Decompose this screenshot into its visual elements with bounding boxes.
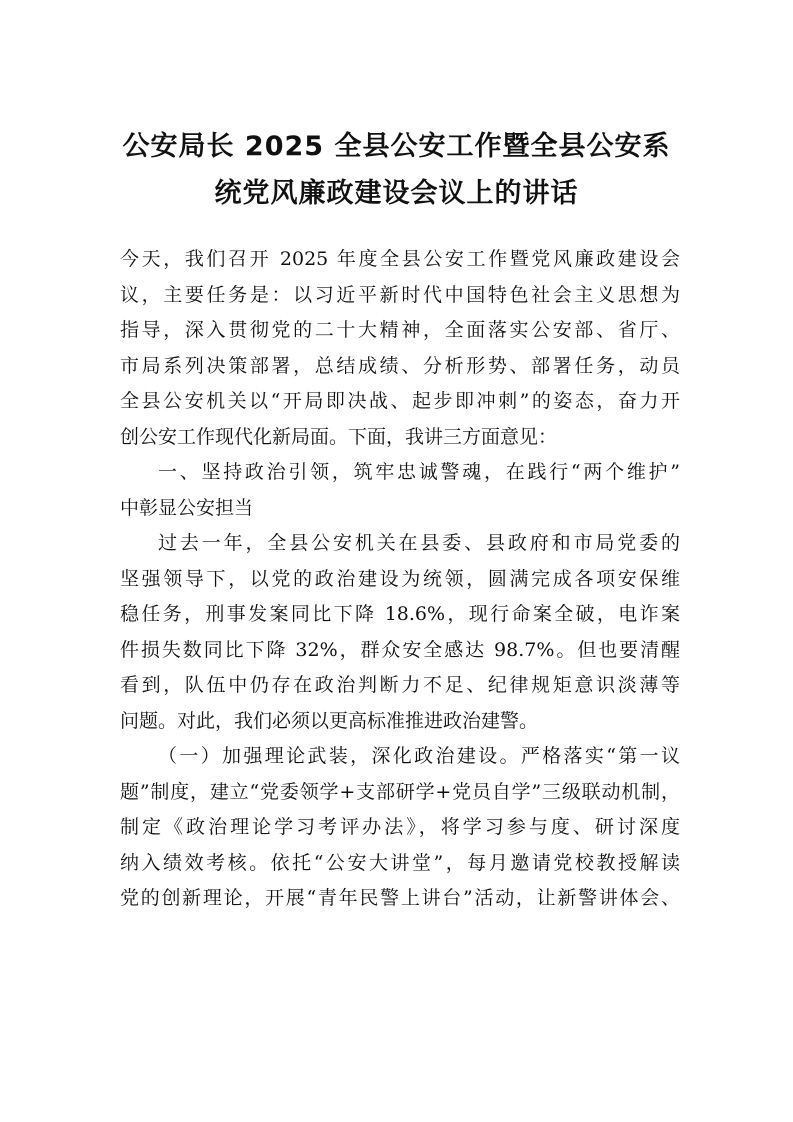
text-line: 制定《政治理论学习考评办法》，将学习参与度、研讨深度 (120, 816, 680, 838)
text-line: 过去一年，全县公安机关在县委、县政府和市局党委的 (158, 532, 680, 554)
text-line: 指导，深入贯彻党的二十大精神，全面落实公安部、省厅、 (120, 319, 680, 341)
text-line: 件损失数同比下降 32%，群众安全感达 98.7%。但也要清醒 (120, 638, 680, 661)
paragraph-intro (120, 242, 680, 455)
text-line: 看到，队伍中仍存在政治判断力不足、纪律规矩意识淡薄等 (120, 674, 680, 696)
document-title (100, 123, 693, 217)
paragraph-review (120, 526, 680, 739)
document-body (120, 242, 680, 917)
text-line: 问题。对此，我们必须以更高标准推进政治建警。 (120, 709, 539, 732)
text-line: 坚强领导下，以党的政治建设为统领，圆满完成各项安保维 (120, 567, 680, 590)
text-line: 市局系列决策部署，总结成绩、分析形势、部署任务，动员 (120, 354, 680, 377)
text-line: 创公安工作现代化新局面。下面，我讲三方面意见： (120, 425, 558, 448)
heading-line: 一、坚持政治引领，筑牢忠诚警魂，在践行“两个维护” (158, 461, 680, 483)
text-line: 纳入绩效考核。依托“公安大讲堂”，每月邀请党校教授解读 (120, 851, 680, 874)
text-line: 全县公安机关以“开局即决战、起步即冲刺”的姿态，奋力开 (120, 390, 680, 412)
text-line: 今天，我们召开 2025 年度全县公安工作暨党风廉政建设会 (120, 248, 680, 270)
title-line-1: 公安局长 2025 全县公安工作暨全县公安系 (122, 131, 671, 162)
text-line: 题”制度，建立“党委领学+支部研学+党员自学”三级联动机制， (120, 780, 680, 803)
section-heading-1 (120, 455, 680, 526)
text-line: 稳任务，刑事发案同比下降 18.6%，现行命案全破，电诈案 (120, 603, 680, 625)
text-line: 议，主要任务是：以习近平新时代中国特色社会主义思想为 (120, 283, 680, 306)
title-line-2: 统党风廉政建设会议上的讲话 (214, 178, 579, 209)
paragraph-subsection-1 (120, 739, 680, 917)
text-line: （一）加强理论武装，深化政治建设。严格落实“第一议 (158, 745, 680, 767)
heading-line: 中彰显公安担当 (120, 496, 254, 519)
text-line: 党的创新理论，开展“青年民警上讲台”活动，让新警讲体会、 (120, 887, 680, 909)
